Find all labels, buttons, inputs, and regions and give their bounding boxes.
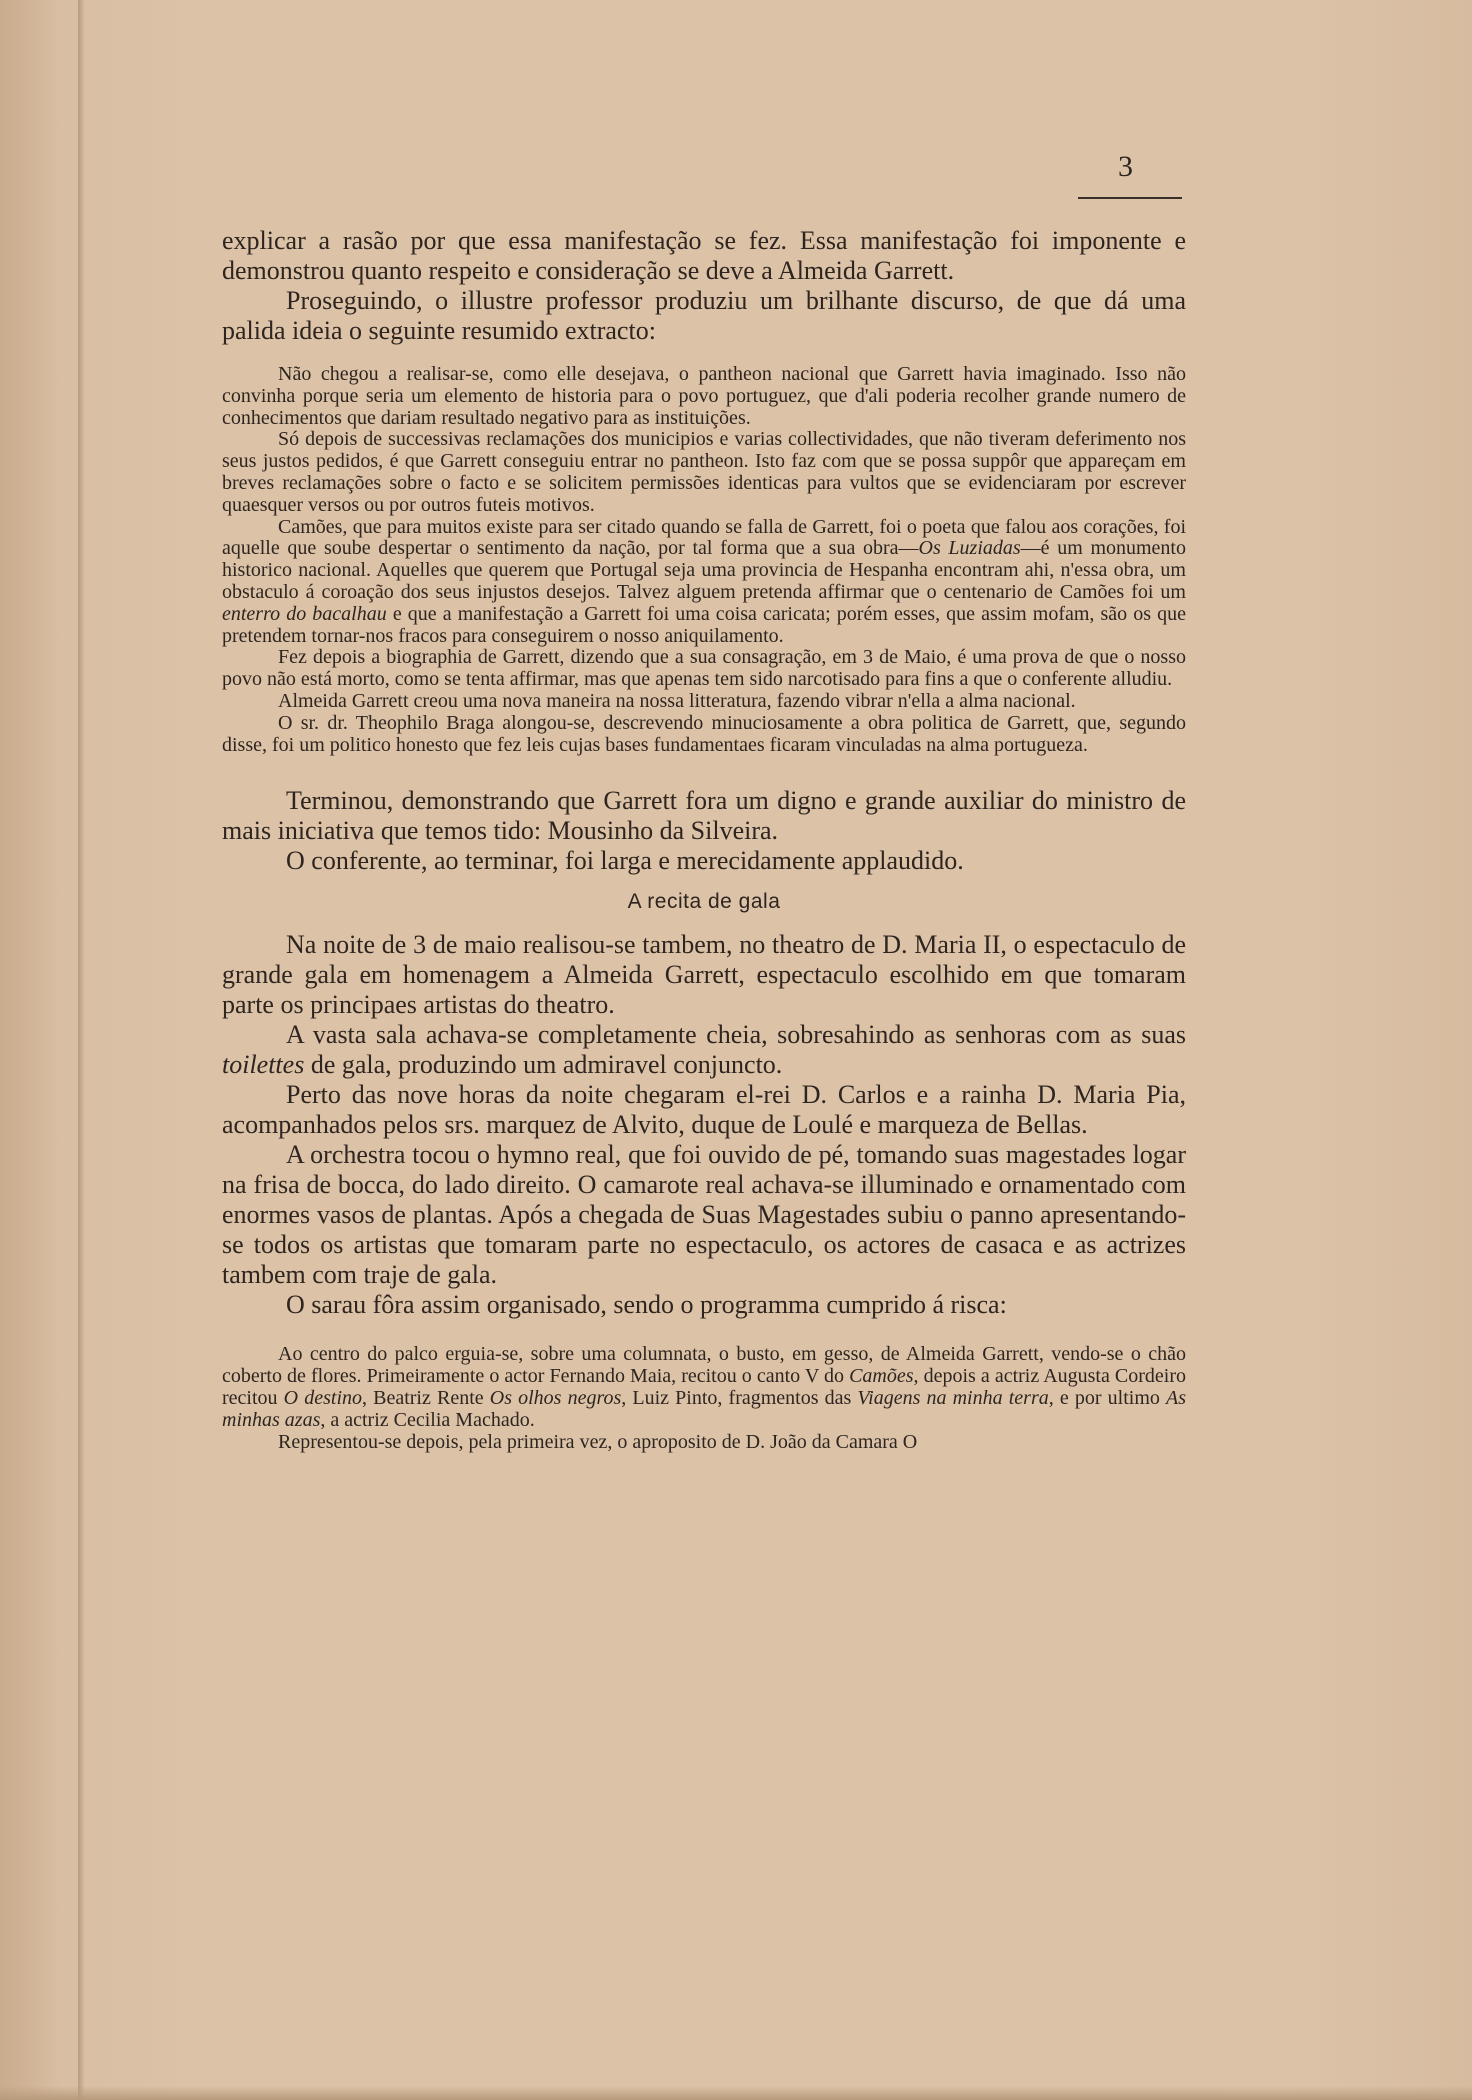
intro-paragraph-1: explicar a rasão por que essa manifestação se fez. Essa manifestação foi imponente e demonstrou quanto respeito e consideração se deve a Almeida Garrett. xyxy=(222,226,1186,285)
conclusion-paragraph-1: Terminou, demonstrando que Garrett fora um digno e grande auxiliar do ministro de mais iniciativa que temos tido: Mousinho da Silveira. xyxy=(222,786,1186,846)
intro-paragraph-2: Proseguindo, o illustre professor produziu um brilhante discurso, de que dá uma palida ideia o seguinte resumido extracto: xyxy=(222,286,1186,345)
section-paragraph-5: O sarau fôra assim organisado, sendo o programma cumprido á risca: xyxy=(286,1290,1007,1320)
section-paragraph-4: A orchestra tocou o hymno real, que foi ouvido de pé, tomando suas magestades logar na frisa de bocca, do lado direito. O camarote real achava-se illuminado e ornamentado com enormes vasos de plantas. Após a chegada de Suas Magestades subiu o panno apresentando-se todos os artistas que tomaram parte no espectaculo, os actores de casaca e as actrizes tambem com traje de gala. xyxy=(222,1140,1186,1290)
extract-paragraph-1: Não chegou a realisar-se, como elle desejava, o pantheon nacional que Garrett havia imaginado. Isso não convinha porque seria um elemento de historia para o povo portuguez, que d'ali poderia recolher grande numero de conhecimentos que dariam resultado negativo para as instituições. xyxy=(222,363,1186,429)
program-paragraph-1: Ao centro do palco erguia-se, sobre uma columnata, o busto, em gesso, de Almeida Garrett, vendo-se o chão coberto de flores. Primeiramente o actor Fernando Maia, recitou o canto V do Camões, depois a actriz Augusta Cordeiro recitou O destino, Beatriz Rente Os olhos negros, Luiz Pinto, fragmentos das Viagens na minha terra, e por ultimo As minhas azas, a actriz Cecilia Machado. xyxy=(222,1343,1187,1431)
conclusion-paragraph-2: O conferente, ao terminar, foi larga e merecidamente applaudido. xyxy=(286,846,964,876)
program-paragraph-2: Representou-se depois, pela primeira vez, o aproposito de D. João da Camara O xyxy=(278,1430,918,1453)
extract-paragraph-4: Fez depois a biographia de Garrett, dizendo que a sua consagração, em 3 de Maio, é uma prova de que o nosso povo não está morto, como se tenta affirmar, mas que apenas tem sido narcotisado para fins a que o conferente alludiu. xyxy=(222,646,1186,691)
extract-paragraph-3: Camões, que para muitos existe para ser citado quando se falla de Garrett, foi o poeta que falou aos corações, foi aquelle que soube despertar o sentimento da nação, por tal forma que a sua obra—Os Luziadas—é um monumento historico nacional. Aquelles que querem que Portugal seja uma provincia de Hespanha encontram ahi, n'essa obra, um obstaculo á coroação dos seus injustos desejos. Talvez alguem pretenda affirmar que o centenario de Camões foi um enterro do bacalhau e que a manifestação a Garrett foi uma coisa caricata; porém esses, que assim mofam, são os que pretendem tornar-nos fracos para conseguirem o nosso aniquilamento. xyxy=(222,515,1186,647)
extract-paragraph-2: Só depois de successivas reclamações dos municipios e varias collectividades, que não tiveram deferimento nos seus justos pedidos, é que Garrett conseguiu entrar no pantheon. Isto faz com que se possa suppôr que appareçam em breves reclamações sobre o facto e se solicitem permissões identicas para vultos que se evidenciaram por escrever quaesquer versos ou por outros futeis motivos. xyxy=(222,428,1186,516)
binding-edge xyxy=(78,0,84,2100)
section-paragraph-2: A vasta sala achava-se completamente cheia, sobresahindo as senhoras com as suas toilettes de gala, produzindo um admiravel conjuncto. xyxy=(222,1020,1186,1080)
extract-paragraph-6: O sr. dr. Theophilo Braga alongou-se, descrevendo minuciosamente a obra politica de Garrett, que, segundo disse, foi um politico honesto que fez leis cujas bases fundamentaes ficaram vinculadas na alma portugueza. xyxy=(222,711,1186,756)
page-bottom-edge xyxy=(0,2086,1472,2100)
section-heading: A recita de gala xyxy=(627,890,781,914)
section-paragraph-3: Perto das nove horas da noite chegaram el-rei D. Carlos e a rainha D. Maria Pia, acompanhados pelos srs. marquez de Alvito, duque de Loulé e marqueza de Bellas. xyxy=(222,1080,1186,1140)
page-content xyxy=(222,226,1186,1453)
page-number: 3 xyxy=(1118,150,1133,183)
extract-paragraph-5: Almeida Garrett creou uma nova maneira na nossa litteratura, fazendo vibrar n'ella a alma nacional. xyxy=(278,689,1076,712)
section-paragraph-1: Na noite de 3 de maio realisou-se tambem, no theatro de D. Maria II, o espectaculo de grande gala em homenagem a Almeida Garrett, espectaculo escolhido em que tomaram parte os principaes artistas do theatro. xyxy=(222,930,1186,1020)
page-number-rule xyxy=(1078,197,1182,199)
